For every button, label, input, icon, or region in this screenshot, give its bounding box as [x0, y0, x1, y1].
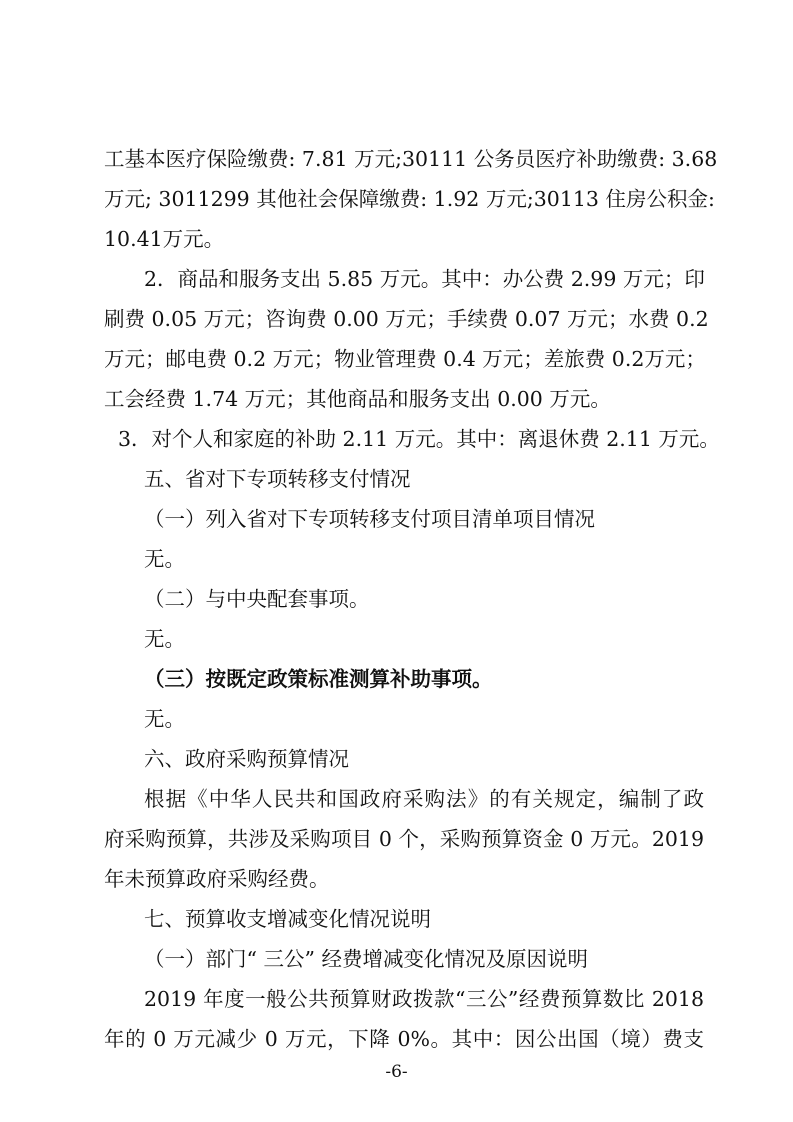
text-line-2: 万元; 3011299 其他社会保障缴费: 1.92 万元;30113 住房公积金: — [104, 187, 715, 211]
text-line-7: 工会经费 1.74 万元；其他商品和服务支出 0.00 万元。 — [104, 387, 611, 411]
subsection-heading-three: （三）按既定政策标准测算补助事项。 — [144, 667, 493, 691]
page-number: -6- — [385, 1062, 408, 1082]
subsection-heading-three-public: （一）部门“ 三公” 经费增减变化情况及原因说明 — [144, 947, 588, 971]
subsection-heading-two: （二）与中央配套事项。 — [144, 587, 370, 611]
text-none-1: 无。 — [144, 547, 185, 571]
section-heading-six: 六、政府采购预算情况 — [144, 747, 349, 771]
text-line-8: 3．对个人和家庭的补助 2.11 万元。其中：离退休费 2.11 万元。 — [118, 427, 720, 451]
text-line-3: 10.41万元。 — [104, 227, 225, 251]
text-none-2: 无。 — [144, 627, 185, 651]
subsection-heading-one: （一）列入省对下专项转移支付项目清单项目情况 — [144, 507, 595, 531]
section-heading-five: 五、省对下专项转移支付情况 — [144, 467, 411, 491]
text-line-procurement-1: 根据《中华人民共和国政府采购法》的有关规定，编制了政 — [144, 787, 704, 811]
text-line-budget-2: 年的 0 万元减少 0 万元，下降 0%。其中：因公出国（境）费支 — [104, 1027, 704, 1051]
text-line-4: 2．商品和服务支出 5.85 万元。其中：办公费 2.99 万元；印 — [144, 267, 705, 291]
text-none-3: 无。 — [144, 707, 185, 731]
text-line-budget-1: 2019 年度一般公共预算财政拨款“三公”经费预算数比 2018 — [144, 987, 704, 1011]
text-line-procurement-3: 年未预算政府采购经费。 — [104, 867, 330, 891]
text-line-1: 工基本医疗保险缴费: 7.81 万元;30111 公务员医疗补助缴费: 3.68 — [104, 147, 718, 171]
text-line-5: 刷费 0.05 万元；咨询费 0.00 万元；手续费 0.07 万元；水费 0.2 — [104, 307, 709, 331]
text-line-6: 万元；邮电费 0.2 万元；物业管理费 0.4 万元；差旅费 0.2万元； — [104, 347, 706, 371]
section-heading-seven: 七、预算收支增减变化情况说明 — [144, 907, 431, 931]
text-line-procurement-2: 府采购预算，共涉及采购项目 0 个，采购预算资金 0 万元。2019 — [104, 827, 704, 851]
